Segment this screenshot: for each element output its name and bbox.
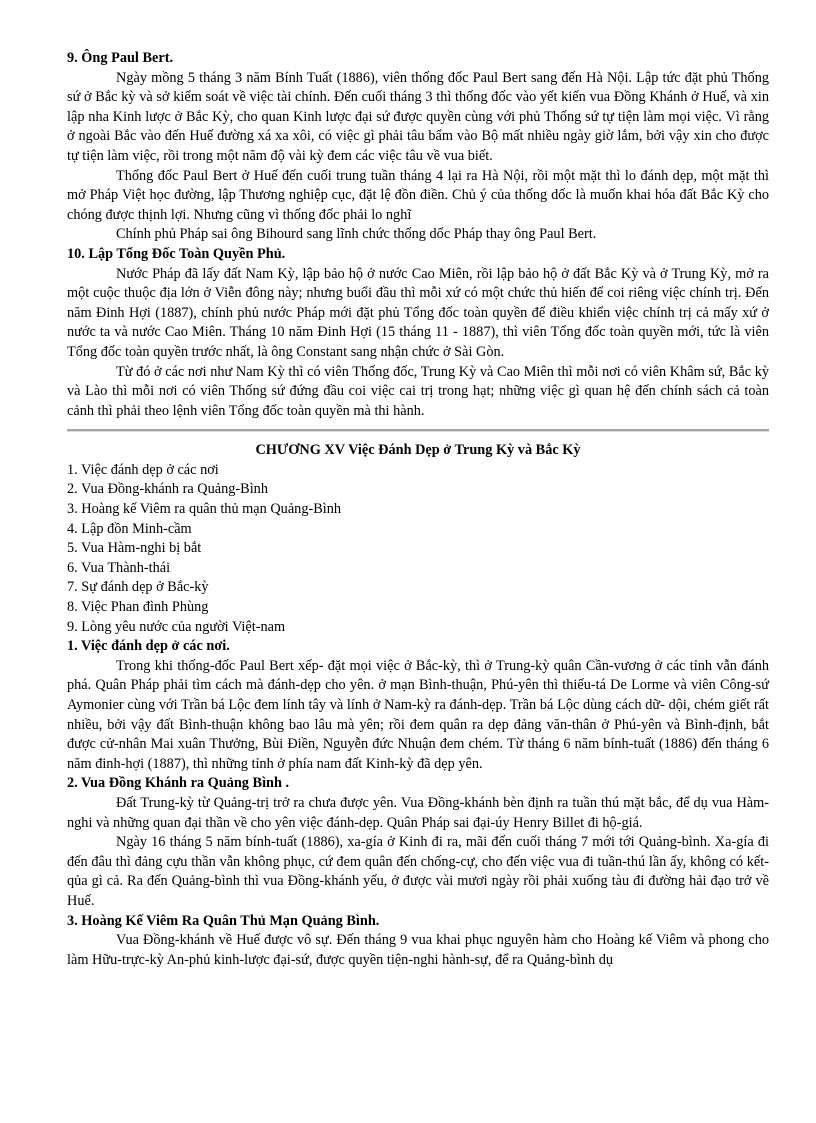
paragraph: Trong khi thống-đốc Paul Bert xếp- đặt mọi việc ở Bắc-kỳ, thì ở Trung-kỳ quân Cần-vương ở các tỉnh vẫn đánh phá. Quân Pháp phải tìm cách mà đánh-dẹp cho yên. ở mạn Bình-thuận, Phú-yên thì thiếu-tá De Lorme và viên Công-sứ Aymonier cùng với Trần bá Lộc đem lính tây và lính ở Nam-kỳ ra đánh-dẹp. Trần bá Lộc dùng cách dữ- dội, chém giết rất nhiều, bởi vậy đất Bình-thuận không bao lâu mà yên; rồi đem quân ra dẹp đảng văn-thân ở Phú-yên và Bình-định, bắt được cử-nhân Mai xuân Thưởng, Bùi Điền, Nguyễn đức Nhuận đem chém. Từ tháng 6 năm bính-tuất (1886) đến tháng 6 năm đinh-hợi (1887), thì những tỉnh ở phía nam đất Kinh-kỳ đã dẹp yên. bbox=[67, 657, 769, 772]
paragraph: Ngày 16 tháng 5 năm bính-tuất (1886), xa-gía ở Kinh đi ra, mãi đến cuối tháng 7 mới tới Quảng-bình. Xa-gía đi đến đâu thì đảng cựu thần vẫn không phục, cứ đem quân đến chống-cự, cho đến việc vua đi tuần-thú lần ấy, không có kết-qủa gì cả. Ra đến Quảng-bình thì vua Đồng-khánh yếu, ở được vài mươi ngày rồi phải xuống tàu đi đường hải đạo trở về Huế. bbox=[67, 834, 769, 909]
contents-item: 3. Hoàng kế Viêm ra quân thủ mạn Quảng-Bình bbox=[67, 501, 342, 518]
chapter-title: CHƯƠNG XV Việc Đánh Dẹp ở Trung Kỳ và Bắc Kỳ bbox=[255, 442, 581, 459]
contents-item: 4. Lập đồn Minh-cầm bbox=[67, 520, 192, 537]
contents-item: 2. Vua Đồng-khánh ra Quảng-Bình bbox=[67, 481, 268, 498]
paragraph: Đất Trung-kỳ từ Quảng-trị trở ra chưa được yên. Vua Đồng-khánh bèn định ra tuần thú mặt bắc, để dụ vua Hàm-nghi và những quan đại thần về cho yên việc đánh-dẹp. Quân Pháp sai đại-úy Henry Billet đi hộ-giá. bbox=[67, 794, 769, 831]
section-heading: 2. Vua Đồng Khánh ra Quảng Bình . bbox=[67, 775, 290, 792]
section-9 bbox=[67, 49, 769, 245]
paragraph: Nước Pháp đã lấy đất Nam Kỳ, lập bảo hộ ở nước Cao Miên, rồi lập bảo hộ ở đất Bắc Kỳ và ở Trung Kỳ, mở ra một cuộc thuộc địa lớn ở Viễn đông này; nhưng buổi đầu thì mỗi xứ có một chức thủ hiến để coi riêng việc chính trị. Đến năm Đinh Hợi (1887), chính phủ nước Pháp mới đặt phủ Tổng đốc toàn quyền để điều khiển việc chính trị cả mấy xứ ở nước ta và nước Cao Miên. Tháng 10 năm Đinh Hợi (15 tháng 11 - 1887), thì viên Tổng đốc toàn quyền mới, tức là viên Tổng đốc toàn quyền trước nhất, là ông Constant sang nhận chức ở Sài Gòn. bbox=[67, 265, 769, 360]
contents-item: 5. Vua Hàm-nghi bị bắt bbox=[67, 540, 202, 557]
paragraph: Từ đó ở các nơi như Nam Kỳ thì có viên Thống đốc, Trung Kỳ và Cao Miên thì mỗi nơi có viên Khâm sứ, Bắc kỳ và Lào thì mỗi nơi có viên Thống sứ đứng đầu coi việc cai trị trong hạt; những việc gì quan hệ đến chính sách cả toàn cảnh thì phải theo lệnh viên Tổng đốc toàn quyền mà thi hành. bbox=[67, 363, 769, 419]
paragraph: Vua Đồng-khánh về Huế được vô sự. Đến tháng 9 vua khai phục nguyên hàm cho Hoàng kế Viêm và phong cho làm Hữu-trực-kỳ An-phủ kinh-lược đại-sứ, được quyền tiện-nghi hành-sự, để ra Quảng-bình dụ bbox=[67, 932, 769, 968]
section-heading: 9. Ông Paul Bert. bbox=[67, 50, 174, 66]
paragraph: Thống đốc Paul Bert ở Huế đến cuối trung tuần tháng 4 lại ra Hà Nội, rồi một mặt thì lo đánh dẹp, một mặt thì mở Pháp Việt học đường, lập Thương nghiệp cục, đặt lệ đồn điền. Chủ ý của thống dốc là muốn khai hóa đất Bắc Kỳ cho chóng được thịnh lợi. Nhưng cũng vì thống đốc phải lo nghĩ bbox=[67, 167, 769, 223]
chapter-section-1 bbox=[67, 637, 769, 774]
contents-item: 6. Vua Thành-thái bbox=[67, 559, 171, 576]
paragraph: Chính phủ Pháp sai ông Bihourd sang lĩnh chức thống dốc Pháp thay ông Paul Bert. bbox=[116, 226, 597, 243]
chapter-section-2 bbox=[67, 774, 769, 911]
horizontal-divider bbox=[67, 429, 769, 432]
section-heading: 3. Hoàng Kế Viêm Ra Quân Thủ Mạn Quảng Bình. bbox=[67, 912, 380, 929]
chapter-section-3 bbox=[67, 912, 769, 971]
section-10 bbox=[67, 245, 769, 421]
section-heading: 10. Lập Tổng Đốc Toàn Quyền Phủ. bbox=[67, 245, 286, 262]
chapter-contents-list bbox=[67, 461, 769, 637]
contents-item: 7. Sự đánh dẹp ở Bắc-kỳ bbox=[67, 579, 209, 596]
contents-item: 9. Lòng yêu nước của người Việt-nam bbox=[67, 618, 286, 635]
contents-item: 1. Việc đánh dẹp ở các nơi bbox=[67, 461, 219, 478]
paragraph: Ngày mồng 5 tháng 3 năm Bính Tuất (1886), viên thống đốc Paul Bert sang đến Hà Nội. Lập tức đặt phủ Thống sứ ở Bắc kỳ và sở kiểm soát về việc tài chính. Đến cuối tháng 3 thì thống đốc vào yết kiến vua Đồng Khánh ở Huế, và xin lập nha Kinh lược ở Bắc Kỳ, cho quan Kinh lược đại sứ được quyền cùng với phủ Thống sứ tự tiện làm mọi việc. Vì rằng ở ngoài Bắc vào đến Huế đường xá xa xôi, có việc gì phải tâu bẩm vào Bộ mất nhiều ngày giờ lắm, bởi vậy xin cho được tự tiện làm việc, rồi trong một năm độ vài kỳ đem các việc tâu về vua biết. bbox=[67, 69, 769, 164]
contents-item: 8. Việc Phan đình Phùng bbox=[67, 599, 209, 616]
document-page bbox=[67, 49, 769, 970]
section-heading: 1. Việc đánh dẹp ở các nơi. bbox=[67, 638, 230, 655]
